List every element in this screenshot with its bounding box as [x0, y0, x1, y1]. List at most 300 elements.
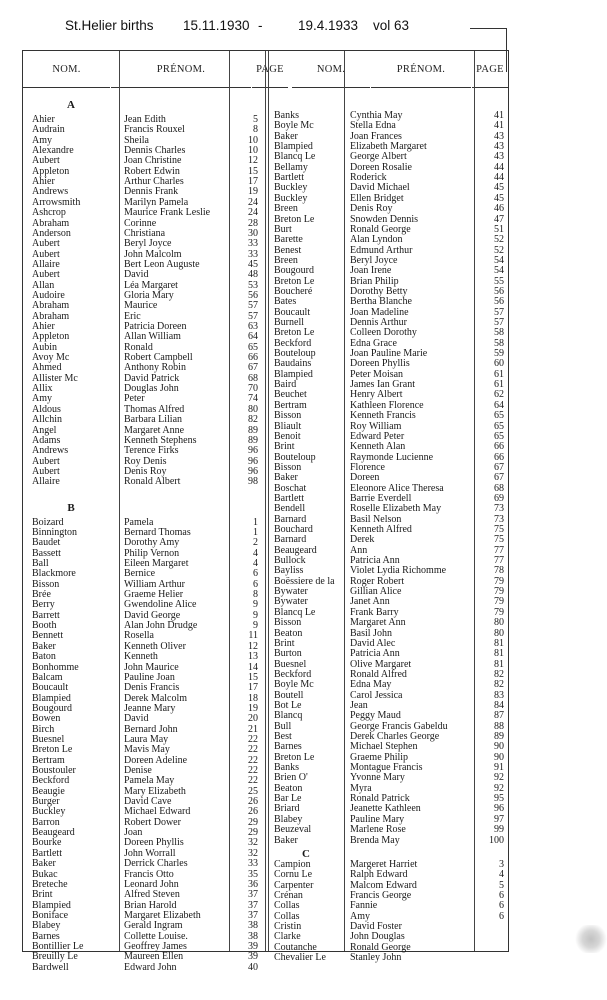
index-entry — [23, 742, 508, 752]
entry-page: 2 — [253, 537, 258, 549]
entry-page: 28 — [248, 217, 258, 229]
entry-surname: Ahier — [32, 176, 55, 188]
entry-forenames: Beryl Joyce — [124, 238, 172, 250]
entry-forenames: Brenda May — [350, 834, 400, 846]
entry-surname: Beaugeard — [274, 544, 317, 556]
entry-forenames: Edward John — [124, 961, 177, 973]
entry-surname: Angel — [32, 424, 57, 436]
entry-forenames: Maurice — [124, 300, 158, 312]
entry-page: 15 — [248, 165, 258, 177]
entry-surname: Bullock — [274, 555, 306, 567]
entry-forenames: Dennis Frank — [124, 186, 179, 198]
entry-page: 6 — [499, 910, 504, 922]
entry-page: 9 — [253, 620, 258, 632]
entry-forenames: Pauline Joan — [124, 671, 175, 683]
entry-forenames: Brian Harold — [124, 899, 177, 911]
entry-surname: Barnes — [274, 741, 302, 753]
entry-surname: Burt — [274, 223, 292, 235]
entry-surname: Blampied — [32, 899, 71, 911]
entry-forenames: Graeme Philip — [350, 751, 409, 763]
entry-forenames: Geoffrey James — [124, 940, 187, 952]
index-entry — [23, 804, 508, 814]
entry-page: 79 — [494, 596, 504, 608]
entry-forenames: David — [124, 713, 149, 725]
entry-forenames: Dennis Charles — [124, 145, 186, 157]
index-entry — [23, 359, 508, 369]
entry-surname: Allaire — [32, 476, 60, 488]
entry-page: 6 — [253, 568, 258, 580]
entry-forenames: Kenneth Oliver — [124, 640, 186, 652]
index-entry — [23, 815, 508, 825]
index-entry — [23, 225, 508, 235]
entry-surname: Bougourd — [32, 702, 72, 714]
entry-forenames: Derek Malcolm — [124, 692, 188, 704]
entry-page: 26 — [248, 796, 258, 808]
entry-forenames: Joan Irene — [350, 265, 392, 277]
index-entry — [23, 963, 508, 973]
entry-forenames: Margaret Elizabeth — [124, 909, 201, 921]
entry-page: 82 — [494, 668, 504, 680]
entry-surname: Boutell — [274, 689, 304, 701]
entry-surname: Bywater — [274, 586, 308, 598]
entry-forenames: Jeanne Mary — [124, 702, 176, 714]
entry-page: 4 — [253, 547, 258, 559]
entry-page: 84 — [494, 699, 504, 711]
entry-page: 81 — [494, 658, 504, 670]
entry-page: 69 — [494, 492, 504, 504]
entry-forenames: Collette Louise. — [124, 930, 188, 942]
entry-forenames: Violet Lydia Richomme — [350, 565, 447, 577]
entry-forenames: Pamela May — [124, 775, 175, 787]
entry-page: 51 — [494, 223, 504, 235]
entry-page: 33 — [248, 238, 258, 250]
entry-forenames: Barrie Everdell — [350, 492, 412, 504]
index-entry — [23, 639, 508, 649]
entry-page: 54 — [494, 254, 504, 266]
entry-surname: Bukac — [32, 868, 58, 880]
entry-page: 61 — [494, 379, 504, 391]
entry-surname: Breton Le — [32, 744, 73, 756]
entry-page: 68 — [494, 482, 504, 494]
entry-surname: Alexandre — [32, 145, 74, 157]
index-entry — [23, 618, 508, 628]
entry-surname: Amy — [32, 393, 52, 405]
entry-forenames: Margaret Ann — [350, 617, 406, 629]
entry-forenames: Patricia Doreen — [124, 321, 187, 332]
entry-surname: Barnard — [274, 513, 307, 525]
entry-surname: Best — [274, 731, 292, 742]
entry-page: 9 — [253, 609, 258, 621]
entry-page: 37 — [248, 909, 258, 921]
entry-forenames: Stanley John — [350, 952, 402, 963]
entry-forenames: Bernice — [124, 568, 156, 580]
entry-forenames: David Michael — [350, 182, 410, 194]
entry-page: 55 — [494, 275, 504, 287]
entry-forenames: Ann — [350, 544, 368, 556]
entry-forenames: Elizabeth Margaret — [350, 141, 427, 153]
entry-page: 96 — [248, 455, 258, 467]
entry-surname: Adams — [32, 434, 61, 446]
index-entry — [23, 953, 508, 963]
entry-surname: Allan — [32, 279, 55, 291]
register-title: St.Helier births — [65, 18, 154, 33]
entry-surname: Campion — [274, 858, 311, 870]
section-letter: B — [67, 501, 75, 514]
entry-surname: Aubert — [32, 155, 60, 167]
index-entry — [23, 901, 508, 911]
entry-surname: Cristin — [274, 920, 302, 932]
entry-forenames: George Albert — [350, 151, 407, 163]
index-entry — [23, 501, 508, 515]
entry-surname: Briard — [274, 803, 300, 815]
entry-page: 43 — [494, 141, 504, 153]
entry-surname: Abraham — [32, 217, 70, 229]
entry-surname: Breton Le — [274, 751, 315, 763]
entry-page: 78 — [494, 565, 504, 577]
entry-page: 41 — [494, 120, 504, 132]
entry-forenames: John Malcolm — [124, 248, 182, 260]
index-entry — [23, 922, 508, 932]
index-entry — [23, 825, 508, 835]
entry-page: 60 — [494, 358, 504, 370]
entry-surname: Barron — [32, 816, 60, 828]
entry-forenames: Graeme Helier — [124, 589, 184, 601]
entry-page: 57 — [248, 310, 258, 322]
entry-surname: Brint — [32, 889, 53, 901]
entry-surname: Aldous — [32, 403, 61, 415]
entry-surname: Bonhomme — [32, 661, 79, 673]
entry-forenames: William Arthur — [124, 578, 185, 590]
entry-forenames: Edward Peter — [350, 430, 405, 442]
entry-forenames: Doreen — [350, 472, 380, 484]
entry-surname: Barette — [274, 234, 303, 246]
entry-page: 45 — [248, 258, 258, 270]
entry-page: 44 — [494, 172, 504, 184]
entry-forenames: David — [124, 269, 149, 281]
entry-page: 18 — [248, 692, 258, 704]
entry-forenames: John Maurice — [124, 661, 179, 673]
col-header-prenom-right: PRÉNOM. — [371, 51, 471, 88]
entry-page: 48 — [248, 269, 258, 281]
entry-surname: Bardwell — [32, 961, 69, 973]
entry-page: 13 — [248, 651, 258, 663]
entry-surname: Blabey — [274, 813, 303, 825]
entry-page: 40 — [248, 961, 258, 973]
entry-forenames: Maurice Frank Leslie — [124, 207, 211, 219]
entry-forenames: Brian Philip — [350, 275, 399, 287]
entry-page: 65 — [494, 420, 504, 432]
entry-surname: Blampied — [32, 692, 71, 704]
section-letter: C — [302, 847, 310, 860]
entry-surname: Baker — [32, 640, 56, 652]
entry-surname: Andrews — [32, 186, 69, 198]
entry-forenames: Stella Edna — [350, 120, 396, 132]
entry-page: 67 — [494, 461, 504, 473]
entry-page: 90 — [494, 741, 504, 753]
index-entry — [23, 142, 508, 152]
end-date: 19.4.1933 — [298, 18, 359, 33]
index-entry — [23, 432, 508, 442]
index-entry — [23, 546, 508, 556]
index-entry — [23, 370, 508, 380]
entry-page: 64 — [248, 331, 258, 343]
entry-surname: Blackmore — [32, 568, 76, 580]
index-entry — [23, 932, 508, 942]
entry-page: 92 — [494, 772, 504, 784]
volume-number: vol 63 — [373, 18, 410, 33]
entry-forenames: Patricia Ann — [350, 555, 400, 567]
entry-page: 44 — [494, 161, 504, 173]
entry-surname: Breton Le — [274, 213, 315, 225]
index-entry — [23, 753, 508, 763]
entry-forenames: Joan Madeline — [350, 306, 409, 318]
entry-page: 83 — [494, 689, 504, 701]
entry-page: 57 — [494, 317, 504, 328]
entry-surname: Amy — [32, 134, 52, 146]
entry-page: 77 — [494, 555, 504, 567]
entry-forenames: Florence — [350, 461, 385, 473]
entry-forenames: Derek — [350, 534, 375, 546]
entry-surname: Brint — [274, 637, 295, 649]
index-entry — [23, 390, 508, 400]
entry-surname: Birch — [32, 723, 55, 735]
entry-forenames: Gillian Alice — [350, 586, 402, 598]
entry-forenames: Dennis Arthur — [350, 317, 407, 328]
entry-surname: Bar Le — [274, 793, 302, 805]
entry-page: 45 — [494, 192, 504, 204]
entry-forenames: Bertha Blanche — [350, 296, 412, 308]
entry-page: 4 — [499, 869, 504, 881]
entry-page: 10 — [248, 134, 258, 146]
index-entry — [23, 597, 508, 607]
entry-page: 65 — [248, 341, 258, 353]
index-entry — [23, 453, 508, 463]
entry-surname: Beckford — [274, 668, 312, 680]
entry-page: 67 — [494, 472, 504, 484]
entry-page: 9 — [253, 599, 258, 611]
entry-page: 52 — [494, 244, 504, 256]
entry-page: 68 — [248, 372, 258, 384]
entry-page: 5 — [253, 114, 258, 125]
index-entry — [23, 870, 508, 880]
entry-surname: Abraham — [32, 300, 70, 312]
index-entry — [23, 339, 508, 349]
entry-surname: Buesnel — [274, 658, 307, 670]
entry-page: 22 — [248, 765, 258, 776]
entry-forenames: Basil Nelson — [350, 513, 402, 525]
entry-page: 5 — [499, 879, 504, 891]
entry-page: 95 — [494, 793, 504, 805]
entry-page: 22 — [248, 775, 258, 787]
index-entry — [23, 401, 508, 411]
index-entry — [23, 235, 508, 245]
entry-surname: Boyle Mc — [274, 679, 314, 691]
entry-forenames: Michael Edward — [124, 806, 191, 818]
entry-page: 17 — [248, 176, 258, 188]
entry-surname: Bendell — [274, 503, 306, 515]
entry-surname: Barnard — [274, 534, 307, 546]
entry-page: 96 — [248, 465, 258, 477]
entry-surname: Bywater — [274, 596, 308, 608]
entry-surname: Bourke — [32, 837, 62, 849]
entry-page: 61 — [494, 368, 504, 380]
entry-forenames: David George — [124, 609, 181, 621]
entry-surname: Blabey — [32, 920, 61, 932]
entry-forenames: Eric — [124, 310, 141, 322]
entry-surname: Beuzeval — [274, 824, 312, 836]
entry-surname: Boschat — [274, 482, 307, 494]
entry-page: 89 — [248, 424, 258, 436]
entry-page: 8 — [253, 589, 258, 601]
index-entry — [23, 204, 508, 214]
entry-page: 21 — [248, 723, 258, 735]
entry-surname: Balcam — [32, 671, 63, 683]
entry-surname: Baudains — [274, 358, 312, 370]
entry-surname: Andrews — [32, 445, 69, 457]
entry-forenames: Edmund Arthur — [350, 244, 413, 256]
entry-forenames: Colleen Dorothy — [350, 327, 417, 339]
entry-surname: Allister Mc — [32, 372, 78, 384]
entry-surname: Bertram — [274, 399, 307, 411]
entry-surname: Boucault — [32, 682, 69, 694]
index-entry — [23, 463, 508, 473]
entry-page: 10 — [248, 145, 258, 157]
entry-page: 37 — [248, 899, 258, 911]
entry-page: 6 — [499, 889, 504, 901]
entry-forenames: David Foster — [350, 920, 402, 932]
entry-forenames: Ronald — [124, 341, 153, 353]
entry-page: 96 — [494, 803, 504, 815]
entry-surname: Bisson — [274, 617, 302, 629]
entry-surname: Aubert — [32, 248, 60, 260]
index-entry — [23, 194, 508, 204]
entry-page: 91 — [494, 762, 504, 774]
entry-page: 80 — [248, 403, 258, 415]
entry-surname: Baker — [274, 834, 298, 846]
page-header — [0, 10, 607, 40]
entry-surname: Breton Le — [274, 327, 315, 339]
entry-forenames: Kenneth Stephens — [124, 434, 197, 446]
index-entry — [23, 411, 508, 421]
entry-page: 66 — [248, 352, 258, 364]
index-entry — [23, 773, 508, 783]
entry-surname: Bartlett — [32, 847, 62, 859]
entry-surname: Crénan — [274, 889, 303, 901]
entry-surname: Burton — [274, 648, 302, 660]
entry-page: 47 — [494, 213, 504, 225]
entry-forenames: Roy Denis — [124, 455, 167, 467]
entry-surname: Barrett — [32, 609, 60, 621]
entry-page: 30 — [248, 227, 258, 239]
entry-surname: Aubert — [32, 238, 60, 250]
entry-page: 54 — [494, 265, 504, 277]
entry-page: 3 — [499, 858, 504, 870]
index-entry — [23, 891, 508, 901]
entry-surname: Chevalier Le — [274, 952, 326, 963]
entry-forenames: Malcom Edward — [350, 879, 417, 891]
index-entry — [23, 878, 508, 891]
entry-surname: Blancq Le — [274, 151, 316, 163]
entry-page: 35 — [248, 868, 258, 880]
entry-forenames: Denis Roy — [124, 465, 167, 477]
entry-surname: Anderson — [32, 227, 71, 239]
entry-surname: Boizard — [32, 516, 64, 528]
entry-page: 11 — [248, 630, 258, 642]
col-header-prenom-left: PRÉNOM. — [111, 51, 251, 88]
entry-surname: Burnell — [274, 317, 304, 328]
entry-page: 75 — [494, 534, 504, 546]
entry-forenames: Douglas John — [124, 383, 179, 395]
index-entry — [23, 849, 508, 859]
entry-surname: Banks — [274, 762, 299, 774]
entry-forenames: Margaret Anne — [124, 424, 185, 436]
index-entry — [23, 297, 508, 307]
entry-surname: Collas — [274, 910, 300, 922]
entry-page: 58 — [494, 327, 504, 339]
entry-page: 81 — [494, 637, 504, 649]
entry-surname: Burger — [32, 796, 60, 808]
col-header-nom-left: NOM. — [23, 51, 110, 88]
entry-surname: Baker — [32, 858, 56, 870]
index-entry — [23, 649, 508, 659]
entry-forenames: Ronald George — [350, 941, 411, 953]
entry-page: 79 — [494, 575, 504, 587]
entry-page: 65 — [494, 430, 504, 442]
entry-forenames: Cynthia May — [350, 110, 403, 121]
entry-forenames: Janet Ann — [350, 596, 390, 608]
entry-page: 12 — [248, 155, 258, 167]
index-entry — [23, 680, 508, 690]
entry-page: 36 — [248, 878, 258, 890]
entry-surname: Ball — [32, 558, 49, 569]
entry-page: 87 — [494, 710, 504, 722]
index-entry — [23, 834, 508, 849]
entry-surname: Boustouler — [32, 765, 76, 776]
entry-forenames: Kenneth Francis — [350, 410, 416, 422]
entry-page: 1 — [253, 526, 258, 538]
entry-surname: Bougourd — [274, 265, 314, 277]
index-entry — [23, 784, 508, 794]
entry-page: 22 — [248, 744, 258, 756]
entry-surname: Benest — [274, 244, 302, 256]
entry-forenames: Pamela — [124, 516, 154, 528]
entry-page: 19 — [248, 702, 258, 714]
entry-page: 90 — [494, 751, 504, 763]
entry-page: 66 — [494, 451, 504, 463]
entry-page: 20 — [248, 713, 258, 725]
entry-page: 33 — [248, 858, 258, 870]
entry-page: 43 — [494, 130, 504, 142]
entry-page: 63 — [248, 321, 258, 332]
entry-forenames: Roderick — [350, 172, 387, 184]
entry-page: 25 — [248, 785, 258, 797]
entry-page: 66 — [494, 441, 504, 453]
entry-page: 17 — [248, 682, 258, 694]
entry-forenames: Dorothy Amy — [124, 537, 180, 549]
entry-page: 24 — [248, 196, 258, 208]
entry-forenames: Marlene Rose — [350, 824, 406, 836]
entry-forenames: Joan — [124, 827, 143, 839]
entry-surname: Bouchard — [274, 524, 313, 535]
entry-page: 58 — [494, 337, 504, 349]
entry-page: 12 — [248, 640, 258, 652]
entry-forenames: Edna Grace — [350, 337, 397, 349]
entry-surname: Bontillier Le — [32, 940, 84, 952]
entry-forenames: Snowden Dennis — [350, 213, 419, 225]
entry-surname: Bisson — [32, 578, 60, 590]
entry-forenames: David Cave — [124, 796, 172, 808]
entry-forenames: Gloria Mary — [124, 289, 174, 301]
